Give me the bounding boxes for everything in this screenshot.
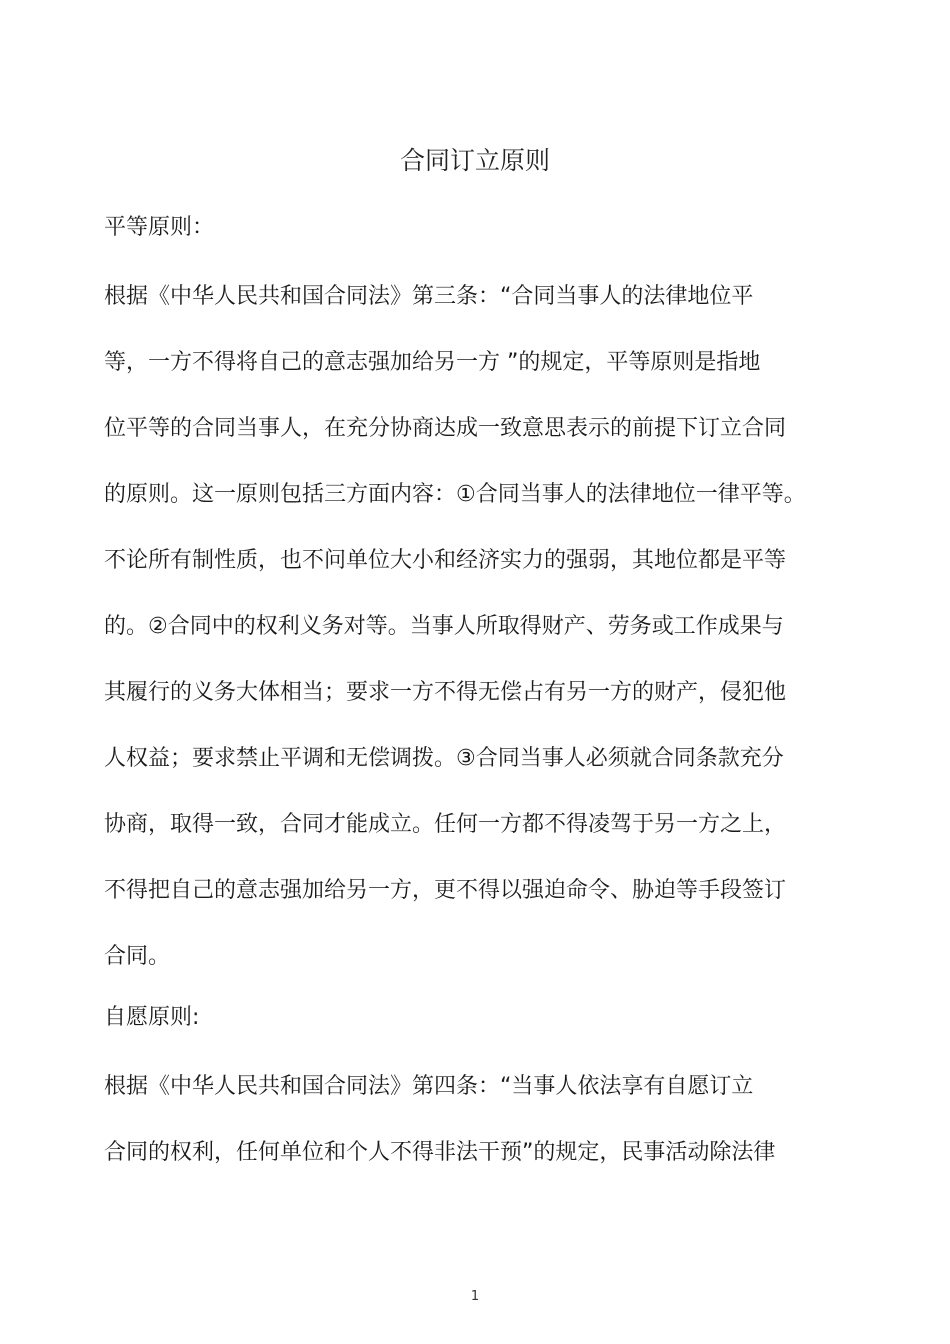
paragraph-line: 位平等的合同当事人，在充分协商达成一致意思表示的前提下订立合同 <box>104 416 787 441</box>
page-number: 1 <box>470 1289 480 1304</box>
paragraph-line: 不得把自己的意志强加给另一方，更不得以强迫命令、胁迫等手段签订 <box>104 878 787 903</box>
paragraph-line: 人权益；要求禁止平调和无偿调拨。③合同当事人必须就合同条款充分 <box>104 746 784 771</box>
paragraph-line: 根据《中华人民共和国合同法》第四条：“当事人依法享有自愿订立 <box>104 1074 754 1099</box>
paragraph-line: 的原则。这一原则包括三方面内容：①合同当事人的法律地位一律平等。 <box>104 482 806 507</box>
paragraph-line: 合同。 <box>104 944 171 969</box>
paragraph-line: 其履行的义务大体相当；要求一方不得无偿占有另一方的财产，侵犯他 <box>104 680 787 705</box>
section-heading-voluntariness: 自愿原则: <box>104 1005 200 1030</box>
paragraph-line: 等，一方不得将自己的意志强加给另一方 ”的规定，平等原则是指地 <box>104 350 761 375</box>
paragraph-line: 合同的权利，任何单位和个人不得非法干预”的规定，民事活动除法律 <box>104 1140 776 1165</box>
paragraph-line: 的。②合同中的权利义务对等。当事人所取得财产、劳务或工作成果与 <box>104 614 784 639</box>
paragraph-line: 根据《中华人民共和国合同法》第三条：“合同当事人的法律地位平 <box>104 284 754 309</box>
document-title: 合同订立原则 <box>399 146 550 175</box>
paragraph-line: 不论所有制性质，也不问单位大小和经济实力的强弱，其地位都是平等 <box>104 548 787 573</box>
paragraph-line: 协商，取得一致，合同才能成立。任何一方都不得凌驾于另一方之上， <box>104 812 787 837</box>
section-heading-equality: 平等原则： <box>104 215 215 240</box>
